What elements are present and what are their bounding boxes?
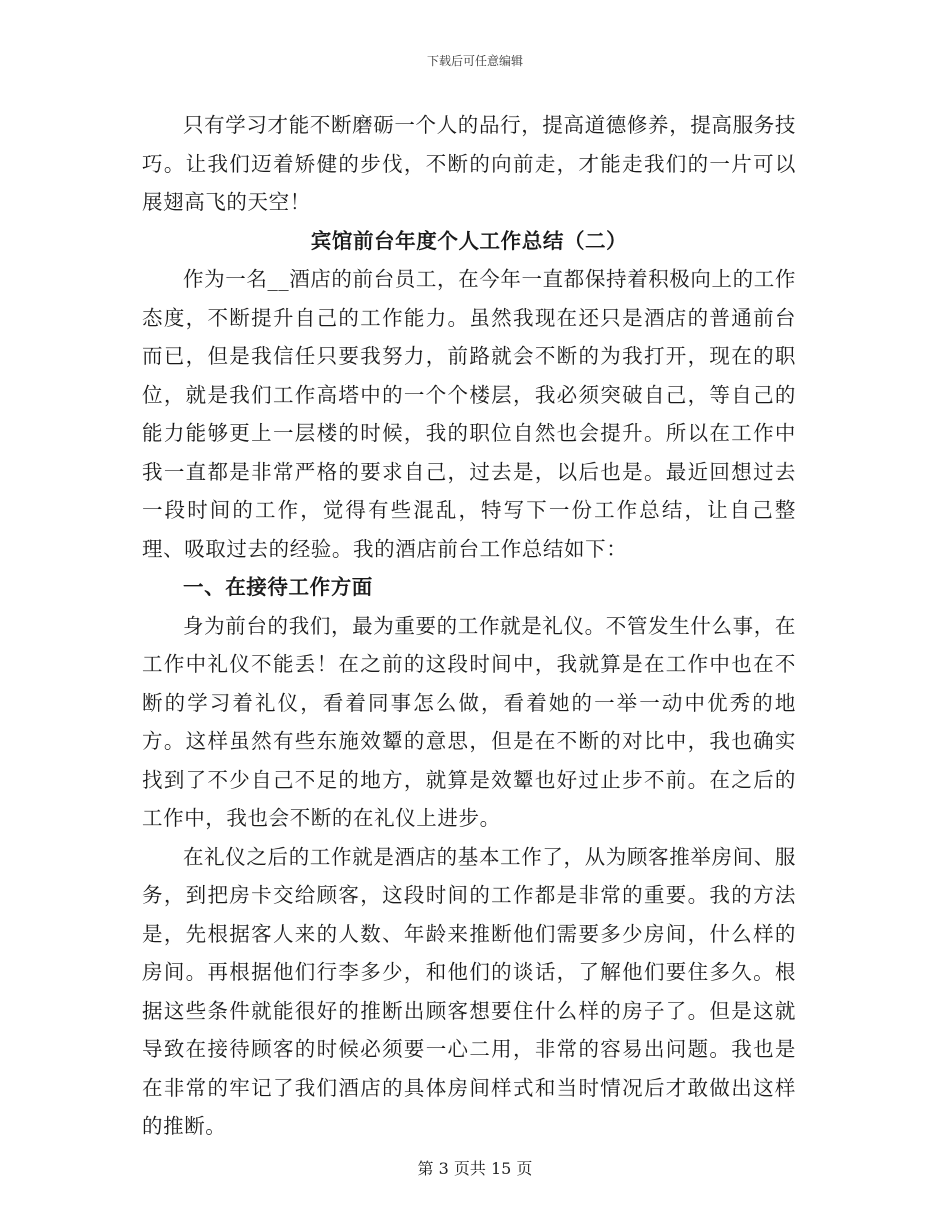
paragraph-intro: 作为一名__酒店的前台员工，在今年一直都保持着积极向上的工作态度，不断提升自己的工作能力。虽然我现在还只是酒店的普通前台而已，但是我信任只要我努力，前路就会不断的为我打开，现在的职位，就是我们工作高塔中的一个个楼层，我必须突破自己，等自己的能力能够更上一层楼的时候，我的职位自然也会提升。所以在工作中我一直都是非常严格的要求自己，过去是，以后也是。最近回想过去一段时间的工作，觉得有些混乱，特写下一份工作总结，让自己整理、吸取过去的经验。我的酒店前台工作总结如下： — [142, 267, 796, 561]
section-title: 宾馆前台年度个人工作总结（二） — [310, 228, 628, 253]
paragraph-basic-work: 在礼仪之后的工作就是酒店的基本工作了，从为顾客推举房间、服务，到把房卡交给顾客，这段时间的工作都是非常的重要。我的方法是，先根据客人来的人数、年龄来推断他们需要多少房间，什么样的房间。再根据他们行李多少，和他们的谈话，了解他们要住多久。根据这些条件就能很好的推断出顾客想要住什么样的房子了。但是这就导致在接待顾客的时候必须要一心二用，非常的容易出问题。我也是在非常的牢记了我们酒店的具体房间样式和当时情况后才敢做出这样的推断。 — [142, 844, 796, 1138]
page-header: 下载后可任意编辑 — [426, 54, 523, 68]
document-body — [142, 106, 796, 1146]
paragraph-etiquette: 身为前台的我们，最为重要的工作就是礼仪。不管发生什么事，在工作中礼仪不能丢！在之前的这段时间中，我就算是在工作中也在不断的学习着礼仪，看着同事怎么做，看着她的一举一动中优秀的地方。这样虽然有些东施效颦的意思，但是在不断的对比中，我也确实找到了不少自己不足的地方，就算是效颦也好过止步不前。在之后的工作中，我也会不断的在礼仪上进步。 — [142, 613, 796, 830]
subheading-reception: 一、在接待工作方面 — [183, 575, 373, 599]
paragraph-closing: 只有学习才能不断磨砺一个人的品行，提高道德修养，提高服务技巧。让我们迈着矫健的步伐，不断的向前走，才能走我们的一片可以展翅高飞的天空！ — [142, 113, 796, 214]
page-footer: 第 3 页共 15 页 — [417, 1159, 533, 1178]
